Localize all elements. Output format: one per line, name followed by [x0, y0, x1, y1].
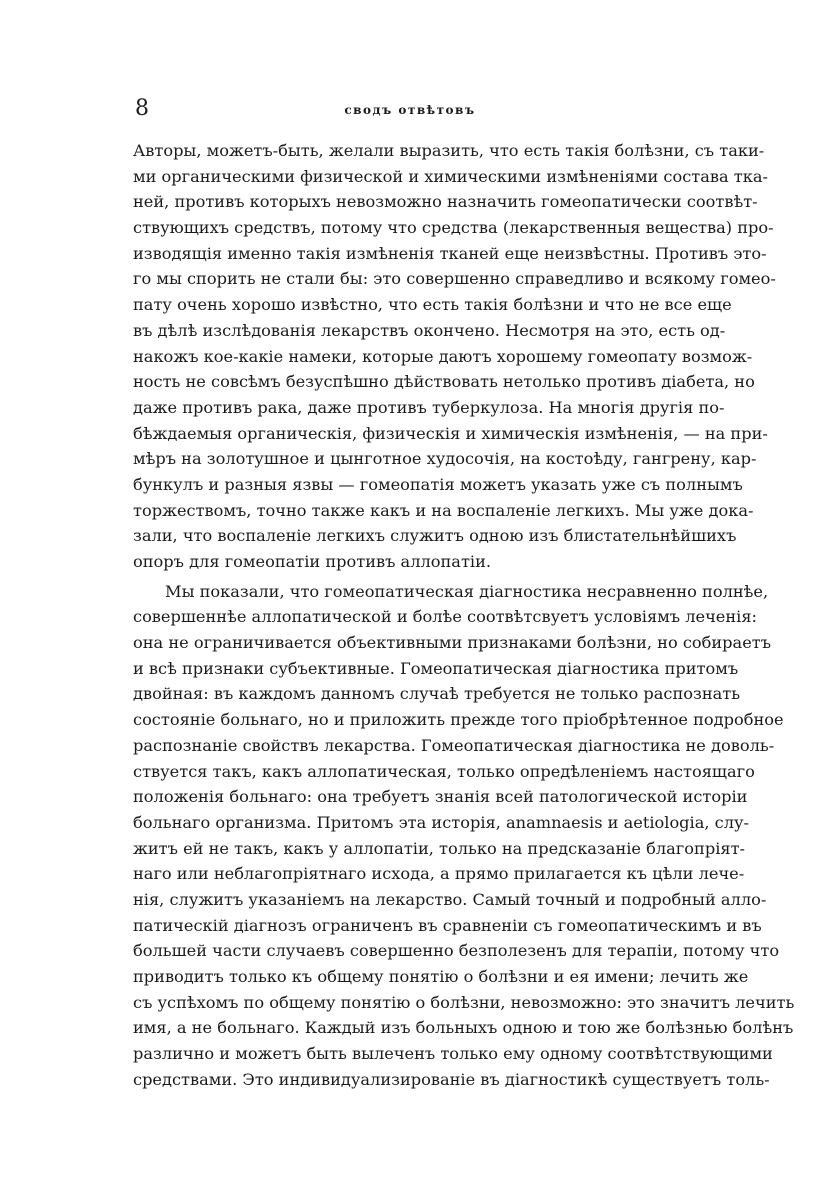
text-line: Мы показали, что гомеопатическая діагностика несравненно полнѣе,	[165, 581, 769, 601]
text-line: мѣръ на золотушное и цынготное худосочія, на костоѣду, гангрену, кар-	[133, 449, 757, 469]
text-line: различно и можетъ быть вылеченъ только ему одному соотвѣтствующими	[133, 1044, 773, 1064]
text-line: торжествомъ, точно также какъ и на воспаленіе легкихъ. Мы уже дока-	[133, 500, 754, 520]
paragraph-2	[133, 579, 795, 1093]
text-line: распознаніе свойствъ лекарства. Гомеопатическая діагностика не доволь-	[133, 735, 775, 755]
text-line: двойная: въ каждомъ данномъ случаѣ требуется не только распознать	[133, 684, 741, 704]
text-line: совершеннѣе аллопатической и болѣе соотвѣтсвуетъ условіямъ леченія:	[133, 607, 758, 627]
text-line: бѣждаемыя органическія, физическія и химическія измѣненія, — на при-	[133, 423, 768, 443]
text-line: имя, а не больнаго. Каждый изъ больныхъ одною и тою же болѣзнью болѣнъ	[133, 1018, 794, 1038]
running-head: сводъ отвѣтовъ	[344, 103, 476, 117]
text-line: больнаго организма. Притомъ эта исторія, anamnaesis и aetiologia, слу-	[133, 812, 750, 832]
text-line: она не ограничивается объективными признаками болѣзни, но собираетъ	[133, 633, 772, 653]
text-line: ней, противъ которыхъ невозможно назначить гомеопатически соотвѣт-	[133, 192, 758, 212]
paragraph-1	[133, 138, 776, 575]
text-line: изводящія именно такія измѣненія тканей еще неизвѣстны. Противъ это-	[133, 243, 767, 263]
page-number: 8	[135, 96, 149, 121]
text-line: состояніе больнаго, но и приложить прежде того пріобрѣтенное подробное	[133, 710, 784, 730]
text-line: пату очень хорошо извѣстно, что есть такія болѣзни и что не все еще	[133, 295, 732, 315]
text-line: нія, служитъ указаніемъ на лекарство. Самый точный и подробный алло-	[133, 889, 767, 909]
text-line: съ успѣхомъ по общему понятію о болѣзни, невозможно: это значитъ лечить	[133, 992, 795, 1012]
text-line: и всѣ признаки субъективные. Гомеопатическая діагностика притомъ	[133, 658, 739, 678]
text-line: го мы спорить не стали бы: это совершенно справедливо и всякому гомео-	[133, 269, 776, 289]
text-line: ность не совсѣмъ безуспѣшно дѣйствовать нетолько противъ діабета, но	[133, 372, 755, 392]
text-line: опоръ для гомеопатіи противъ аллопатіи.	[133, 552, 492, 571]
text-line: наго или неблагопріятнаго исхода, а прямо прилагается къ цѣли лече-	[133, 864, 745, 884]
text-line: ствуется такъ, какъ аллопатическая, только опредѣленіемъ настоящаго	[133, 761, 755, 781]
text-line: даже противъ рака, даже противъ туберкулоза. На многія другія по-	[133, 397, 725, 417]
text-line: въ дѣлѣ изслѣдованія лекарствъ окончено. Несмотря на это, есть од-	[133, 320, 726, 340]
text-line: зали, что воспаленіе легкихъ служитъ одною изъ блистательнѣйшихъ	[133, 526, 737, 546]
text-line: большей части случаевъ совершенно безполезенъ для терапіи, потому что	[133, 941, 780, 961]
text-line: патическій діагнозъ ограниченъ въ сравненіи съ гомеопатическимъ и въ	[133, 915, 762, 935]
text-line: Авторы, можетъ-быть, желали выразить, что есть такія болѣзни, съ таки-	[133, 141, 765, 160]
text-line: накожъ кое-какіе намеки, которые даютъ хорошему гомеопату возмож-	[133, 346, 753, 366]
text-line: бункулъ и разныя язвы — гомеопатія можетъ указать уже съ полнымъ	[133, 474, 743, 494]
text-line: приводитъ только къ общему понятію о болѣзни и ея имени; лечить же	[133, 967, 749, 986]
text-line: ствующихъ средствъ, потому что средства (лекарственныя вещества) про-	[133, 218, 774, 238]
body-text	[133, 138, 795, 1092]
text-line: положенія больнаго: она требуетъ знанія всей патологической исторіи	[133, 787, 748, 807]
text-line: средствами. Это индивидуализированіе въ діагностикѣ существуетъ толь-	[133, 1069, 770, 1089]
text-line: житъ ей не такъ, какъ у аллопатіи, только на предсказаніе благопріят-	[133, 838, 746, 858]
text-line: ми органическими физической и химическими измѣненіями состава тка-	[133, 166, 768, 186]
